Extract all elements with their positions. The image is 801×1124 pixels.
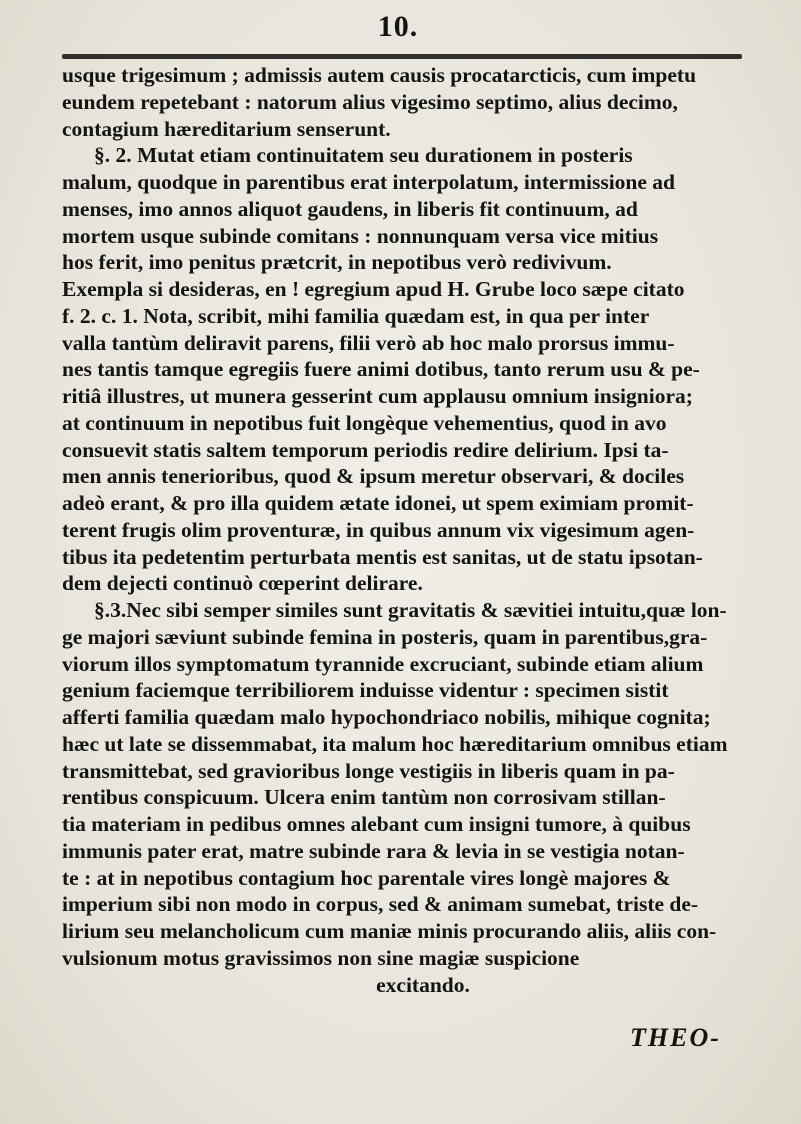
text-line: rentibus conspicuum. Ulcera enim tantùm non corrosivam stillan- — [62, 785, 666, 810]
text-line: hæc ut late se dissemmabat, ita malum hoc hæreditarium omnibus etiam — [62, 731, 728, 756]
text-line: malum, quodque in parentibus erat interpolatum, intermissione ad — [62, 170, 676, 194]
text-line: terent frugis olim proventuræ, in quibus annum vix vigesimum agen- — [62, 517, 695, 542]
text-line: tibus ita pedetentim perturbata mentis est sanitas, ut de statu ipsotan- — [62, 544, 703, 569]
text-line: contagium hæreditarium senserunt. — [62, 116, 391, 141]
text-line: nes tantis tamque egregiis fuere animi dotibus, tanto rerum usu & pe- — [62, 357, 700, 382]
text-line: adeò erant, & pro illa quidem ætate idonei, ut spem eximiam promit- — [62, 491, 694, 515]
text-line: imperium sibi non modo in corpus, sed & animam sumebat, triste de- — [62, 892, 699, 917]
text-line: vulsionum motus gravissimos non sine magiæ suspicione — [62, 945, 580, 970]
text-line: ge majori sæviunt subinde femina in posteris, quam in parentibus,gra- — [62, 624, 708, 649]
text-line: Exempla si desideras, en ! egregium apud H. Grube loco sæpe citato — [62, 277, 685, 301]
section-3-start: §.3.Nec sibi semper similes sunt gravitatis & sævitiei intuitu,quæ lon- — [94, 598, 727, 622]
text-line: valla tantùm deliravit parens, filii verò ab hoc malo prorsus immu- — [62, 330, 675, 355]
header-rule — [62, 54, 742, 59]
page-number: 10. — [377, 10, 419, 43]
text-line: men annis tenerioribus, quod & ipsum meretur observari, & dociles — [62, 464, 685, 489]
body-text — [62, 62, 744, 998]
text-line: afferti familia quædam malo hypochondriaco nobilis, mihique cognita; — [62, 705, 711, 729]
text-line: immunis pater erat, matre subinde rara & levia in se vestigia notan- — [62, 838, 685, 863]
text-line: at continuum in nepotibus fuit longèque vehementius, quod in avo — [62, 410, 667, 435]
text-line: usque trigesimum ; admissis autem causis procatarcticis, cum impetu — [62, 63, 697, 87]
text-line: viorum illos symptomatum tyrannide excruciant, subinde etiam alium — [62, 651, 704, 676]
text-line: te : at in nepotibus contagium hoc parentale vires longè majores & — [62, 865, 671, 890]
text-line-final: excitando. — [376, 972, 470, 997]
text-line: ritiâ illustres, ut munera gesserint cum applausu omnium insigniora; — [62, 384, 693, 408]
catchword: THEO- — [630, 1023, 721, 1052]
text-line: f. 2. c. 1. Nota, scribit, mihi familia quædam est, in qua per inter — [62, 303, 650, 328]
text-line: tia materiam in pedibus omnes alebant cum insigni tumore, à quibus — [62, 812, 691, 836]
text-line: genium faciemque terribiliorem induisse videntur : specimen sistit — [62, 678, 669, 703]
text-line: transmittebat, sed gravioribus longe vestigiis in liberis quam in pa- — [62, 758, 675, 783]
text-line: consuevit statis saltem temporum periodis redire delirium. Ipsi ta- — [62, 437, 669, 462]
text-line: menses, imo annos aliquot gaudens, in liberis fit continuum, ad — [62, 196, 638, 221]
text-line: hos ferit, imo penitus prætcrit, in nepotibus verò redivivum. — [62, 250, 612, 275]
section-2-start: §. 2. Mutat etiam continuitatem seu durationem in posteris — [94, 143, 633, 168]
text-line: mortem usque subinde comitans : nonnunquam versa vice mitius — [62, 223, 659, 248]
text-line: lirium seu melancholicum cum maniæ minis procurando aliis, aliis con- — [62, 919, 717, 943]
text-line: dem dejecti continuò cœperint delirare. — [62, 571, 423, 596]
text-line: eundem repetebant : natorum alius vigesimo septimo, alius decimo, — [62, 89, 678, 114]
